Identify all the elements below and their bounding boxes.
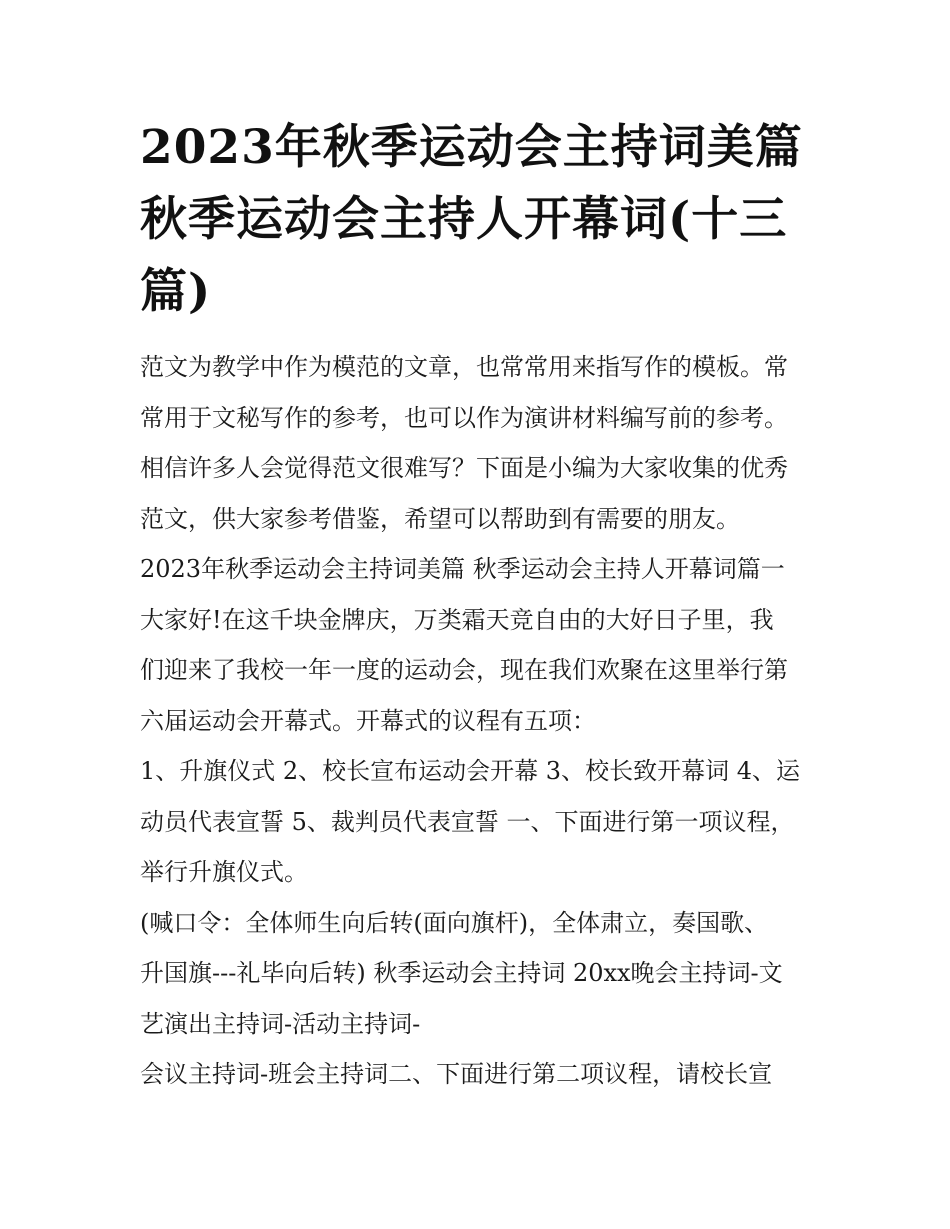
title-line-2: 秋季运动会主持人开幕词(十三 xyxy=(140,192,788,247)
body-line-10: 动员代表宣誓 5、裁判员代表宣誓 一、下面进行第一项议程， xyxy=(140,807,795,836)
body-line-15: 会议主持词-班会主持词二、下面进行第二项议程，请校长宣 xyxy=(140,1060,773,1088)
title-line-1: 2023年秋季运动会主持词美篇 xyxy=(140,120,803,175)
body-line-7: 们迎来了我校一年一度的运动会，现在我们欢聚在这里举行第 xyxy=(140,656,788,684)
title-line-3: 篇) xyxy=(140,264,212,319)
body-line-9: 1、升旗仪式 2、校长宣布运动会开幕 3、校长致开幕词 4、运 xyxy=(140,757,800,785)
body-line-4: 范文，供大家参考借鉴，希望可以帮助到有需要的朋友。 xyxy=(140,504,740,533)
document-body xyxy=(140,342,820,1100)
body-line-3: 相信许多人会觉得范文很难写？下面是小编为大家收集的优秀 xyxy=(140,454,788,482)
document-title xyxy=(140,112,820,328)
body-line-14: 艺演出主持词-活动主持词- xyxy=(140,1009,421,1038)
body-line-6: 大家好!在这千块金牌庆，万类霜天竞自由的大好日子里，我 xyxy=(140,605,774,634)
body-line-13: 升国旗---礼毕向后转) 秋季运动会主持词 20xx晚会主持词-文 xyxy=(140,959,783,987)
body-line-5: 2023年秋季运动会主持词美篇 秋季运动会主持人开幕词篇一 xyxy=(140,555,785,583)
body-line-1: 范文为教学中作为模范的文章，也常常用来指写作的模板。常 xyxy=(140,353,788,381)
document-page xyxy=(140,112,820,1100)
body-line-11: 举行升旗仪式。 xyxy=(140,858,308,886)
body-line-2: 常用于文秘写作的参考，也可以作为演讲材料编写前的参考。 xyxy=(140,403,788,432)
body-line-8: 六届运动会开幕式。开幕式的议程有五项： xyxy=(140,706,596,735)
body-line-12: (喊口令：全体师生向后转(面向旗杆)，全体肃立，奏国歌、 xyxy=(140,908,769,937)
